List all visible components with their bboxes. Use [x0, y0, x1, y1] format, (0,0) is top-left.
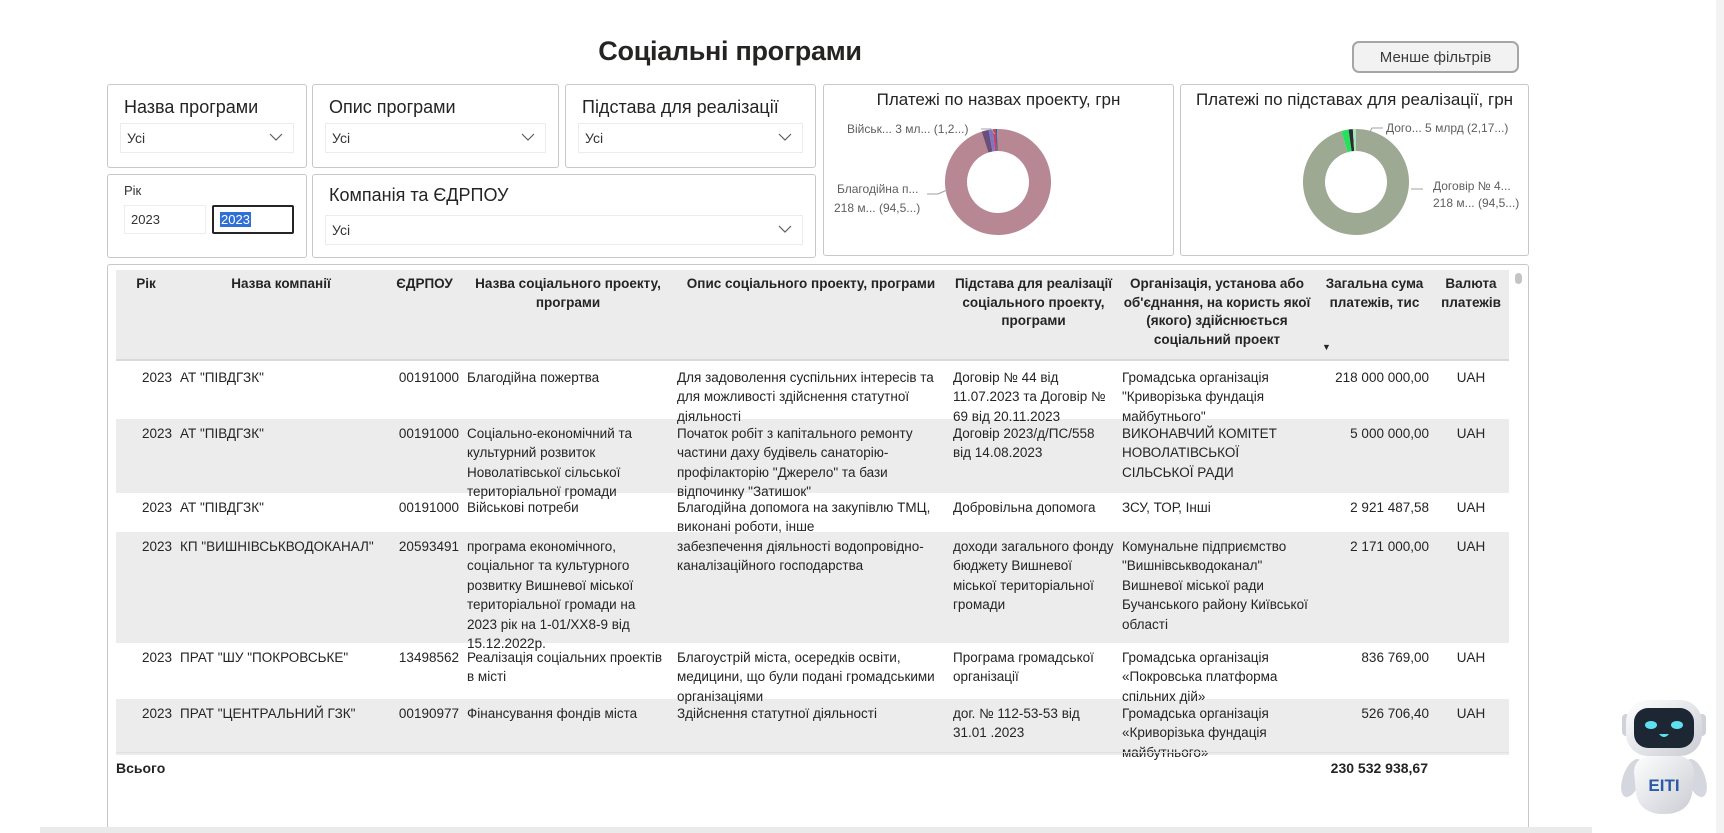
cell-description: Благоустрій міста, осередків освіти, медицини, що були подані громадськими організаціями — [677, 650, 935, 704]
chevron-down-icon — [778, 224, 792, 234]
cell-edrpou: 13498562 — [398, 650, 459, 665]
cell-project: Військові потреби — [467, 500, 579, 515]
total-value: 230 532 938,67 — [1330, 760, 1428, 776]
assistant-robot-icon[interactable] — [1612, 694, 1716, 818]
slicer-title: Рік — [124, 183, 142, 198]
chart-title: Платежі по назвах проекту, грн — [876, 90, 1121, 109]
slice-label-contract-44-name: Договір № 4... — [1433, 179, 1511, 193]
sort-descending-icon: ▼ — [1322, 341, 1331, 352]
chevron-down-icon — [269, 132, 283, 142]
table-row[interactable] — [116, 532, 1509, 652]
cell-edrpou: 00191000 — [398, 370, 459, 385]
cell-total-sum: 836 769,00 — [1361, 650, 1429, 665]
program-name-slicer — [107, 84, 307, 168]
cell-edrpou: 00190977 — [398, 706, 459, 721]
dropdown-value: Усі — [332, 222, 351, 238]
year-from-value: 2023 — [131, 212, 160, 227]
column-header-total-sum-label: Загальна сума платежів, тис — [1325, 276, 1424, 310]
column-header-currency[interactable]: Валюта платежів — [1441, 276, 1501, 310]
slicer-title: Підстава для реалізації — [582, 97, 779, 117]
column-header-edrpou[interactable]: ЄДРПОУ — [396, 276, 453, 291]
cell-company: КП "ВИШНІВСЬКВОДОКАНАЛ" — [180, 539, 374, 554]
cell-currency: UAH — [1456, 500, 1486, 515]
column-header-project[interactable]: Назва соціального проекту, програми — [475, 276, 661, 310]
year-from-input[interactable] — [124, 205, 206, 234]
cell-description: забезпечення діяльності водопровідно-каналізаційного господарства — [677, 539, 924, 574]
slice-label-contract-2023: Дого... 5 млрд (2,17...) — [1386, 121, 1509, 135]
cell-total-sum: 218 000 000,00 — [1335, 370, 1429, 385]
total-row — [116, 752, 1509, 782]
cell-project: Фінансування фондів міста — [467, 706, 638, 721]
company-dropdown[interactable] — [325, 215, 803, 245]
column-header-year[interactable]: Рік — [136, 276, 156, 291]
cell-organization: ЗСУ, ТОР, Інші — [1122, 500, 1211, 515]
table-row[interactable] — [116, 699, 1509, 760]
column-header-description[interactable]: Опис соціального проекту, програми — [686, 276, 936, 291]
cell-year: 2023 — [141, 539, 172, 554]
cell-company: АТ "ПІВДГЗК" — [180, 370, 264, 385]
table-scrollbar[interactable] — [1515, 273, 1522, 284]
column-header-organization[interactable]: Організація, установа або об'єднання, на користь якої (якого) здійснюється соціальний проект — [1123, 276, 1311, 347]
cell-total-sum: 5 000 000,00 — [1350, 426, 1429, 441]
cell-company: ПРАТ "ШУ "ПОКРОВСЬКЕ" — [180, 650, 349, 665]
page-right-edge — [1716, 0, 1724, 833]
total-label: Всього — [116, 760, 166, 776]
cell-company: ПРАТ "ЦЕНТРАЛЬНИЙ ГЗК" — [180, 706, 356, 721]
column-header-total-sum[interactable] — [1316, 270, 1433, 359]
column-header-company[interactable]: Назва компанії — [231, 276, 331, 291]
cell-project: Соціально-економічний та культурний розвиток Новолатівської сільської територіальної громади — [467, 426, 633, 500]
year-to-input[interactable] — [212, 205, 294, 234]
donut-chart-svg — [1181, 85, 1530, 257]
dropdown-value: Усі — [332, 130, 351, 146]
table-row[interactable] — [116, 419, 1509, 500]
cell-project: програма економічного, соціальног та культурного розвитку Вишневої міської територіальної громади на 2023 рік на 1-01/ХХ8-9 від 15.12.2022р. — [467, 539, 636, 652]
dropdown-value: Усі — [127, 130, 146, 146]
table-row[interactable] — [116, 493, 1509, 535]
cell-project: Благодійна пожертва — [467, 370, 600, 385]
cell-basis: доходи загального фонду бюджету Вишневої міської територіальної громади — [953, 539, 1114, 613]
table-row[interactable] — [116, 363, 1509, 424]
leader-line — [927, 190, 947, 194]
cell-basis: дог. № 112-53-53 від 31.01 .2023 — [953, 706, 1080, 741]
cell-description: Початок робіт з капітального ремонту частини даху будівель санаторію-профілакторію "Джерело" та бази відпочинку "Затишок" — [677, 426, 913, 500]
cell-total-sum: 2 921 487,58 — [1350, 500, 1429, 515]
cell-organization: Громадська організація «Криворізька фундація майбутнього» — [1122, 706, 1269, 760]
implementation-basis-slicer — [565, 84, 816, 168]
cell-organization: Громадська організація "Криворізька фундація майбутнього" — [1122, 370, 1269, 424]
cell-description: Благодійна допомога на закупівлю ТМЦ, виконані роботи, інше — [677, 500, 931, 535]
cell-total-sum: 526 706,40 — [1361, 706, 1429, 721]
slice-label-charity-name: Благодійна п... — [837, 182, 919, 196]
cell-year: 2023 — [141, 500, 172, 515]
cell-basis: Договір № 44 від 11.07.2023 та Договір № 69 від 20.11.2023 — [953, 370, 1106, 424]
cell-project: Реалізація соціальних проектів в місті — [467, 650, 663, 685]
slice-label-military: Військ... 3 мл... (1,2...) — [847, 122, 969, 136]
table-header — [116, 270, 1509, 361]
cell-basis: Договір 2023/д/ПС/558 від 14.08.2023 — [953, 426, 1095, 461]
cell-organization: Комунальне підприємство "Вишнівськводоканал" Вишневої міської ради Бучанського району Київської області — [1122, 539, 1308, 632]
cell-currency: UAH — [1456, 370, 1486, 385]
cell-currency: UAH — [1456, 426, 1486, 441]
program-description-dropdown[interactable] — [325, 123, 546, 153]
cell-currency: UAH — [1456, 706, 1486, 721]
chart-title: Платежі по підставах для реалізації, грн — [1195, 90, 1514, 109]
table-body — [116, 363, 1509, 760]
social-programs-table — [107, 264, 1529, 830]
cell-year: 2023 — [141, 370, 172, 385]
chevron-down-icon — [521, 132, 535, 142]
cell-total-sum: 2 171 000,00 — [1350, 539, 1429, 554]
payments-by-project-chart — [823, 84, 1174, 256]
cell-currency: UAH — [1456, 539, 1486, 554]
payments-by-basis-chart — [1180, 84, 1529, 256]
cell-basis: Добровільна допомога — [953, 500, 1096, 515]
mascot-logo-text: EITI — [1648, 776, 1680, 795]
column-header-basis[interactable]: Підстава для реалізації соціального проекту, програми — [954, 276, 1113, 328]
cell-currency: UAH — [1456, 650, 1486, 665]
cell-organization: ВИКОНАВЧИЙ КОМІТЕТ НОВОЛАТІВСЬКОЇ СІЛЬСЬКОЇ РАДИ — [1122, 426, 1277, 480]
company-slicer — [312, 174, 816, 258]
program-name-dropdown[interactable] — [120, 123, 294, 153]
year-slicer — [107, 174, 307, 258]
cell-description: Здійснення статутної діяльності — [677, 706, 877, 721]
cell-organization: Громадська організація «Покровська платформа спільних дій» — [1122, 650, 1278, 704]
program-description-slicer — [312, 84, 559, 168]
cell-company: АТ "ПІВДГЗК" — [180, 426, 264, 441]
donut-chart-svg — [824, 85, 1175, 257]
dropdown-value: Усі — [585, 130, 604, 146]
page-title: Соціальні програми — [598, 36, 862, 66]
slice-label-contract-44-value: 218 м... (94,5...) — [1433, 196, 1520, 210]
cell-year: 2023 — [141, 650, 172, 665]
page-bottom-bar — [40, 827, 1592, 833]
slicer-title: Компанія та ЄДРПОУ — [329, 185, 509, 205]
chevron-down-icon — [778, 132, 792, 142]
cell-edrpou: 20593491 — [398, 539, 459, 554]
cell-company: АТ "ПІВДГЗК" — [180, 500, 264, 515]
slicer-title: Опис програми — [329, 97, 456, 117]
cell-basis: Програма громадської організації — [953, 650, 1094, 685]
year-to-value: 2023 — [221, 212, 250, 227]
cell-year: 2023 — [141, 426, 172, 441]
cell-edrpou: 00191000 — [398, 426, 459, 441]
table-row[interactable] — [116, 643, 1509, 704]
implementation-basis-dropdown[interactable] — [578, 123, 803, 153]
cell-description: Для задоволення суспільних інтересів та для можливості здійснення статутної діяльності — [677, 370, 934, 424]
slice-label-charity-value: 218 м... (94,5...) — [834, 201, 921, 215]
slicer-title: Назва програми — [124, 97, 259, 117]
cell-edrpou: 00191000 — [398, 500, 459, 515]
less-filters-button[interactable]: Менше фільтрів — [1352, 41, 1519, 73]
cell-year: 2023 — [141, 706, 172, 721]
